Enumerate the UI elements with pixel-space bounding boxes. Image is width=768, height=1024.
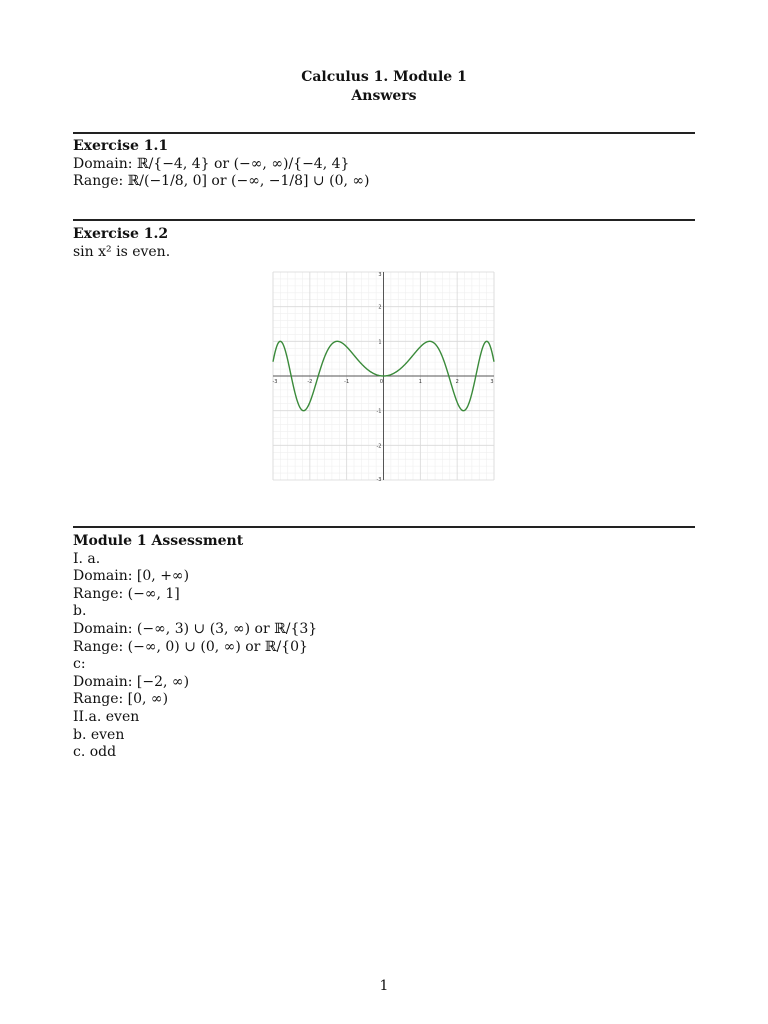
- y-tick-label: -2: [376, 443, 382, 450]
- assessment-line: c. odd: [73, 744, 117, 761]
- x-tick-label: 3: [490, 379, 494, 385]
- x-tick-label: -2: [307, 379, 313, 385]
- section-divider: [73, 132, 695, 134]
- x-tick-label: 0: [379, 379, 384, 385]
- x-tick-label: -3: [272, 379, 278, 385]
- assessment-line: Range: [0, ∞): [73, 691, 169, 708]
- assessment-heading: Module 1 Assessment: [73, 533, 244, 549]
- y-tick-label: 3: [378, 272, 382, 278]
- page-number: 1: [379, 978, 389, 994]
- title-block: [0, 68, 768, 106]
- assessment-line: Range: (−∞, 0) ∪ (0, ∞) or ℝ/{0}: [73, 638, 308, 655]
- assessment-line: Domain: [−2, ∞): [73, 673, 190, 690]
- assessment-line: Domain: [0, +∞): [73, 568, 190, 585]
- y-tick-label: 1: [378, 339, 382, 346]
- exercise-1-1-section: [73, 138, 695, 191]
- exercise-1-2-statement: sin x² is even.: [73, 243, 171, 260]
- exercise-1-1-heading: Exercise 1.1: [73, 138, 169, 154]
- assessment-line: b.: [73, 603, 87, 620]
- y-tick-label: -3: [376, 477, 382, 483]
- exercise-1-2-heading: Exercise 1.2: [73, 226, 169, 242]
- x-tick-label: -1: [344, 379, 350, 385]
- document-title: Calculus 1. Module 1: [301, 69, 467, 85]
- assessment-line: Range: (−∞, 1]: [73, 585, 180, 602]
- graph-svg: [270, 268, 500, 484]
- y-tick-label: 2: [378, 304, 382, 311]
- x-tick-label: 2: [455, 379, 459, 385]
- exercise-1-1-range: Range: ℝ/(−1/8, 0] or (−∞, −1/8] ∪ (0, ∞): [73, 173, 370, 190]
- section-divider: [73, 219, 695, 221]
- sin-x-squared-graph: [270, 268, 500, 484]
- x-tick-label: 1: [418, 379, 422, 385]
- assessment-line: b. even: [73, 726, 125, 743]
- section-divider: [73, 526, 695, 528]
- exercise-1-1-domain: Domain: ℝ/{−4, 4} or (−∞, ∞)/{−4, 4}: [73, 155, 350, 172]
- assessment-line: II.a. even: [73, 708, 140, 725]
- document-subtitle: Answers: [351, 88, 417, 104]
- assessment-line: Domain: (−∞, 3) ∪ (3, ∞) or ℝ/{3}: [73, 620, 318, 637]
- y-tick-label: -1: [376, 408, 382, 415]
- assessment-line: I. a.: [73, 550, 101, 567]
- assessment-line: c:: [73, 656, 86, 673]
- exercise-1-2-section: [73, 226, 695, 261]
- assessment-section: [73, 533, 695, 762]
